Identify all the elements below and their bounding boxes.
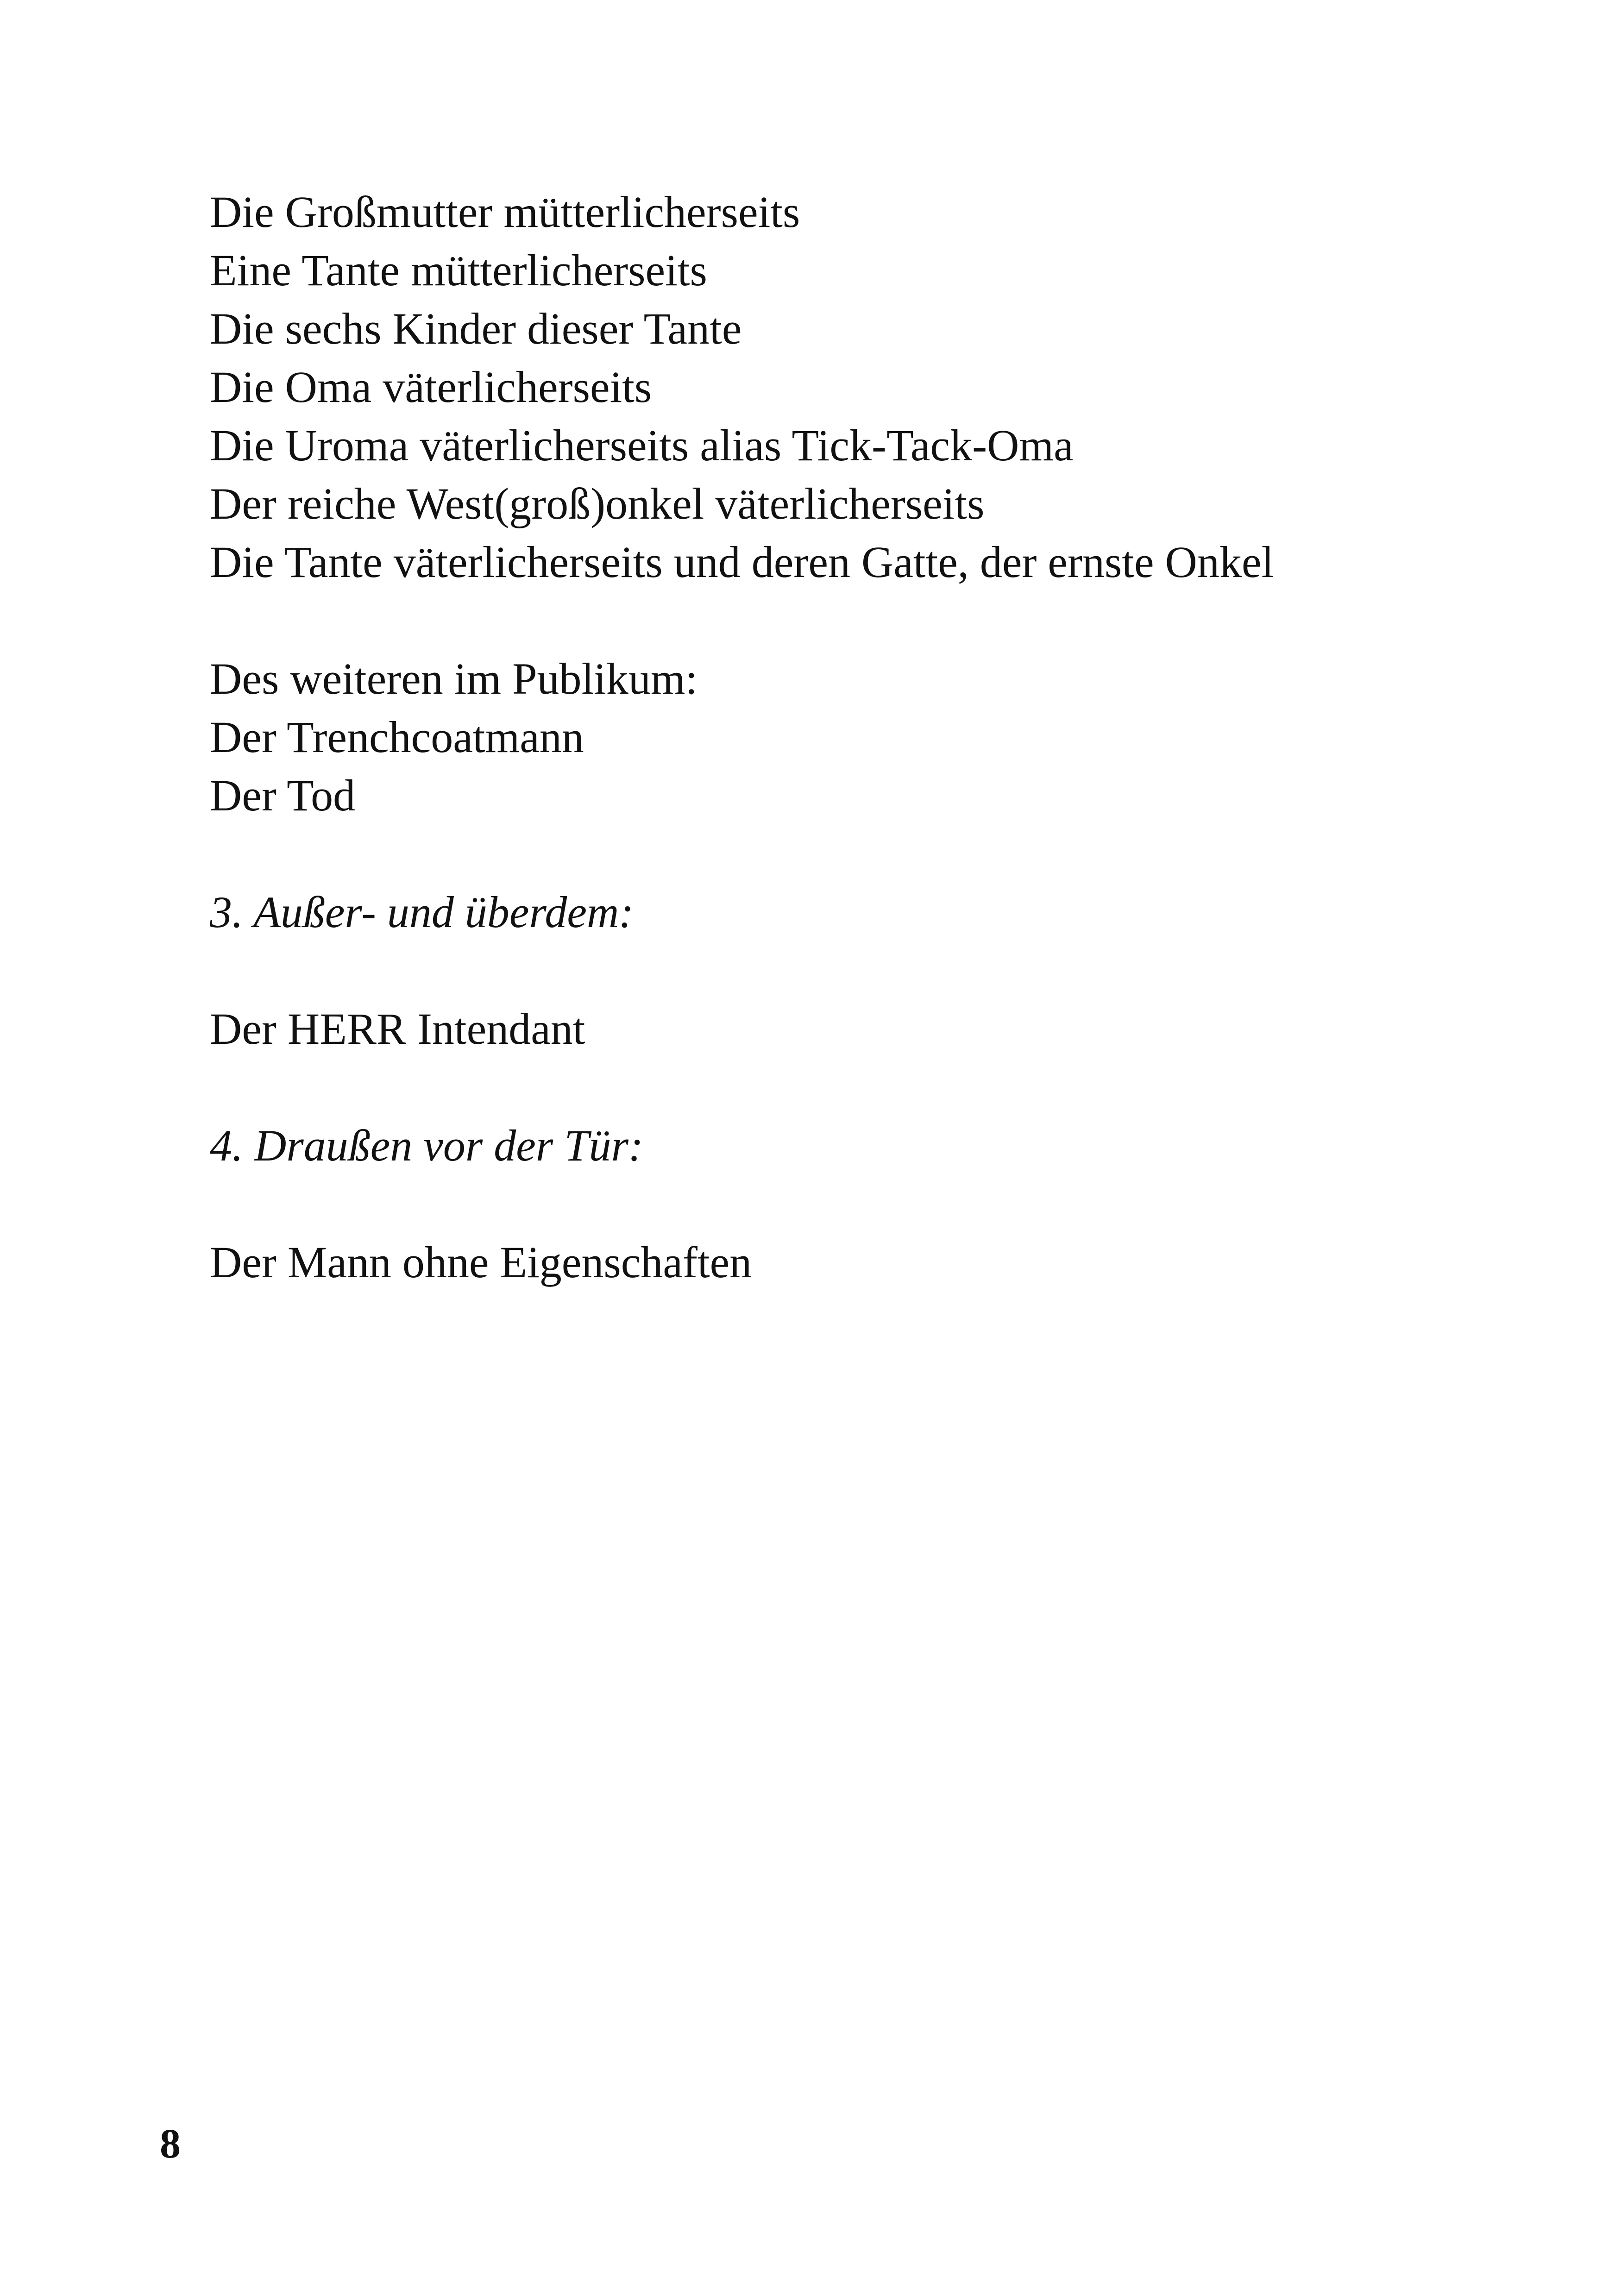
section-relatives (210, 183, 1553, 591)
spacer (210, 825, 1553, 883)
spacer (210, 1058, 1553, 1117)
cast-line: Die Uroma väterlicherseits alias Tick-Tack-Oma (210, 420, 1074, 470)
section-intro: Des weiteren im Publikum: (210, 654, 698, 703)
cast-line: Der HERR Intendant (210, 1004, 585, 1054)
spacer (210, 941, 1553, 1000)
cast-line: Die sechs Kinder dieser Tante (210, 304, 742, 353)
section-heading: 3. Außer- und überdem: (210, 887, 634, 937)
cast-line: Die Oma väterlicherseits (210, 362, 652, 412)
cast-list (210, 183, 1553, 1292)
section-heading: 4. Draußen vor der Tür: (210, 1121, 643, 1170)
section-audience (210, 650, 1553, 825)
section-outside (210, 1117, 1553, 1292)
spacer (210, 1175, 1553, 1233)
cast-line: Der Tod (210, 771, 356, 820)
cast-line: Die Tante väterlicherseits und deren Gatte, der ernste Onkel (210, 537, 1274, 587)
cast-line: Der Trenchcoatmann (210, 712, 584, 762)
cast-line: Eine Tante mütterlicherseits (210, 245, 707, 295)
spacer (210, 591, 1553, 650)
cast-line: Der Mann ohne Eigenschaften (210, 1237, 752, 1287)
page-number: 8 (160, 2121, 181, 2167)
cast-line: Der reiche West(groß)onkel väterlicherseits (210, 479, 985, 528)
cast-line: Die Großmutter mütterlicherseits (210, 187, 800, 237)
section-beyond (210, 883, 1553, 1058)
